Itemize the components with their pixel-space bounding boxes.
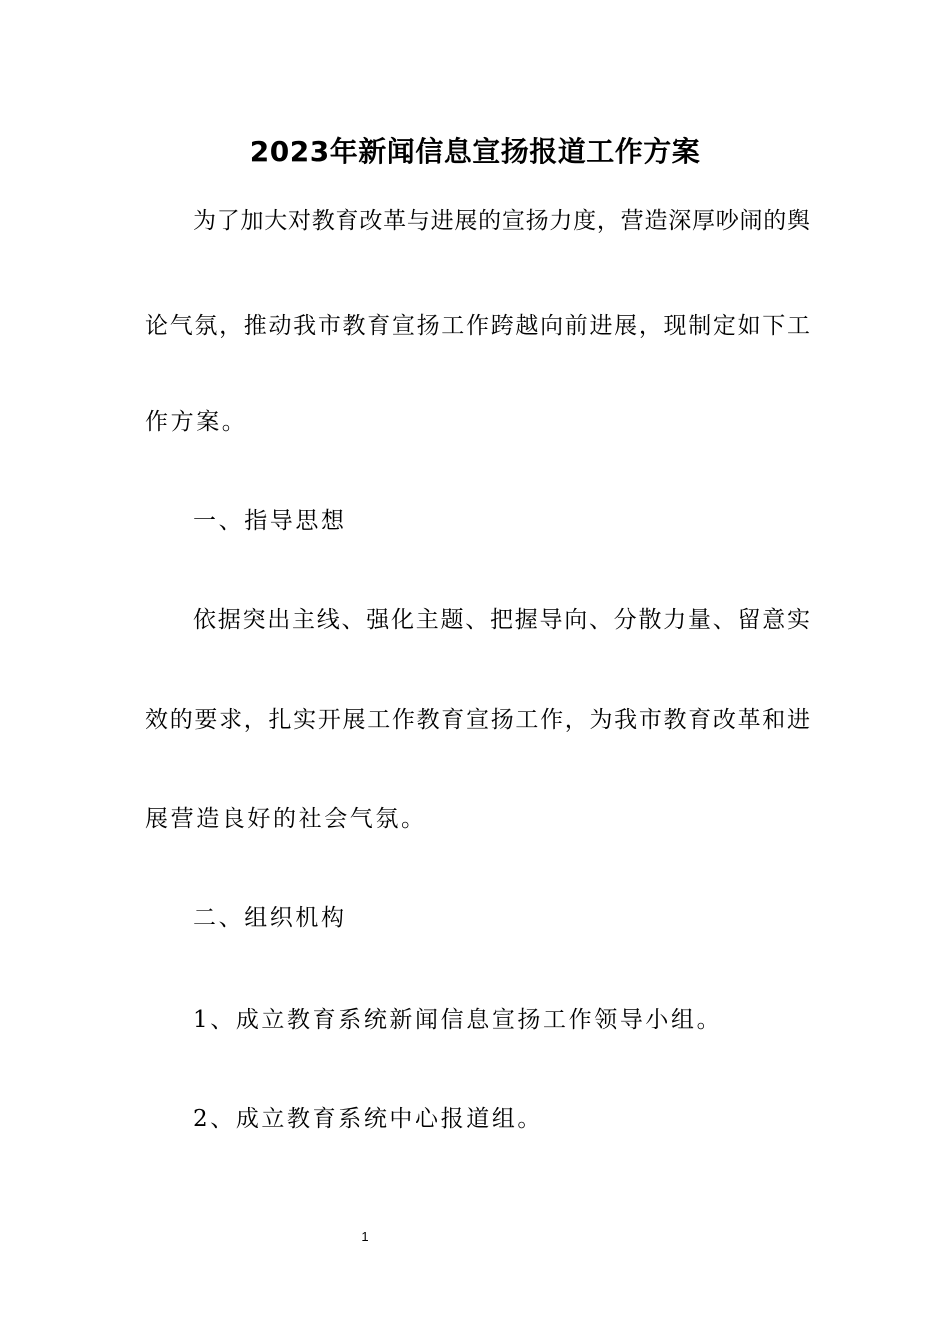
list-item-2: 2、成立教育系统中心报道组。 xyxy=(193,1106,544,1132)
section-heading-guiding-thought: 一、指导思想 xyxy=(193,508,347,534)
document-title: 2023年新闻信息宣扬报道工作方案 xyxy=(249,135,701,168)
paragraph-2-line-3: 展营造良好的社会气氛。 xyxy=(145,806,427,832)
section-heading-organization: 二、组织机构 xyxy=(193,905,347,931)
paragraph-2-line-2: 效的要求，扎实开展工作教育宣扬工作，为我市教育改革和进 xyxy=(145,707,810,733)
paragraph-1-line-2: 论气氛，推动我市教育宣扬工作跨越向前进展，现制定如下工 xyxy=(145,313,810,339)
paragraph-1-line-3: 作方案。 xyxy=(145,409,248,435)
paragraph-2-line-1: 依据突出主线、强化主题、把握导向、分散力量、留意实 xyxy=(193,607,810,633)
page-number: 1 xyxy=(361,1229,369,1244)
list-item-1: 1、成立教育系统新闻信息宣扬工作领导小组。 xyxy=(193,1007,723,1033)
paragraph-1-line-1: 为了加大对教育改革与进展的宣扬力度，营造深厚吵闹的舆 xyxy=(193,208,810,234)
